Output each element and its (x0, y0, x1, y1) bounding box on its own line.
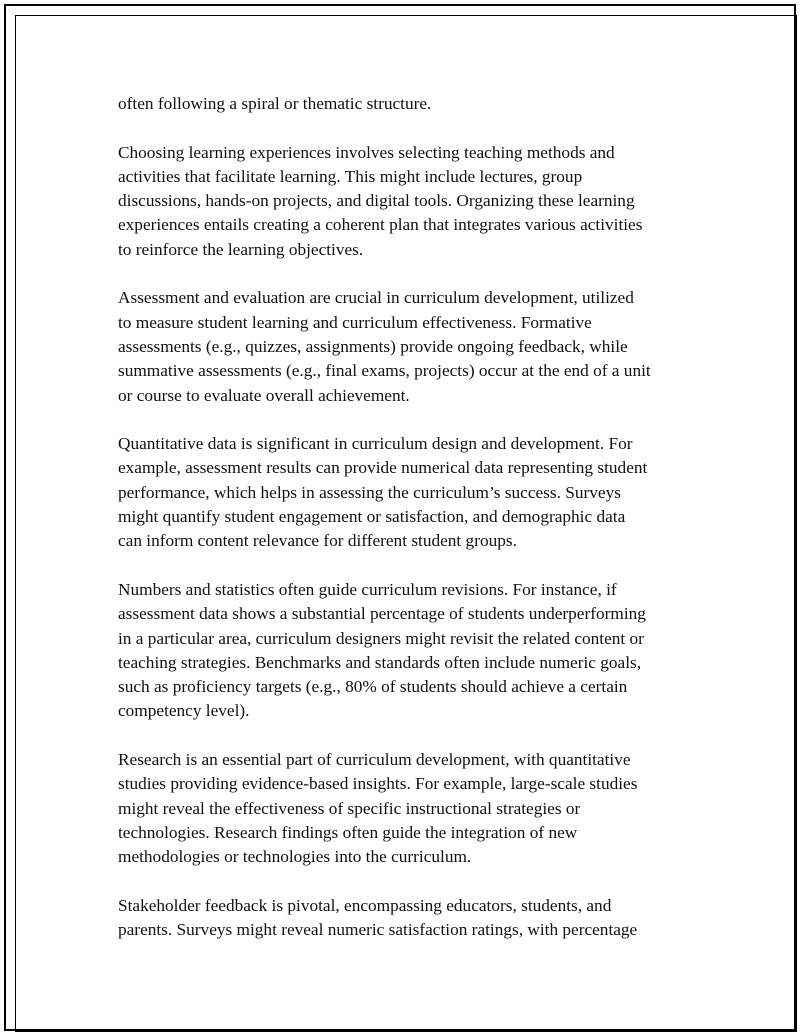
paragraph-learning-experiences: Choosing learning experiences involves selecting teaching methods and activities that facilitate learning. This might include lectures, group discussions, hands-on projects, and digital tools. Organizing these learning experiences entails creating a coherent plan that integrates various activities to reinforce the learning objectives. (118, 142, 643, 259)
paragraph-quantitative-data: Quantitative data is significant in curriculum design and development. For example, assessment results can provide numerical data representing student performance, which helps in assessing the curriculum’s success. Surveys might quantify student engagement or satisfaction, and demographic data can inform content relevance for different student groups. (118, 434, 648, 551)
paragraph-assessment-evaluation: Assessment and evaluation are crucial in curriculum development, utilized to measure student learning and curriculum effectiveness. Formative assessments (e.g., quizzes, assignments) provide ongoing feedback, while summative assessments (e.g., final exams, projects) occur at the end of a unit or course to evaluate overall achievement. (118, 288, 651, 405)
paragraph-stakeholder-feedback: Stakeholder feedback is pivotal, encompassing educators, students, and parents. Surveys might reveal numeric satisfaction ratings, with percentage (118, 895, 638, 940)
paragraph-research: Research is an essential part of curriculum development, with quantitative studies providing evidence-based insights. For example, large-scale studies might reveal the effectiveness of specific instructional strategies or technologies. Research findings often guide the integration of new methodologies or technologies into the curriculum. (118, 750, 638, 867)
document-body (118, 92, 698, 942)
paragraph-numbers-statistics: Numbers and statistics often guide curriculum revisions. For instance, if assessment data shows a substantial percentage of students underperforming in a particular area, curriculum designers might revisit the related content or teaching strategies. Benchmarks and standards often include numeric goals, such as proficiency targets (e.g., 80% of students should achieve a certain competency level). (118, 579, 646, 721)
paragraph-spiral-structure: often following a spiral or thematic structure. (118, 94, 432, 113)
